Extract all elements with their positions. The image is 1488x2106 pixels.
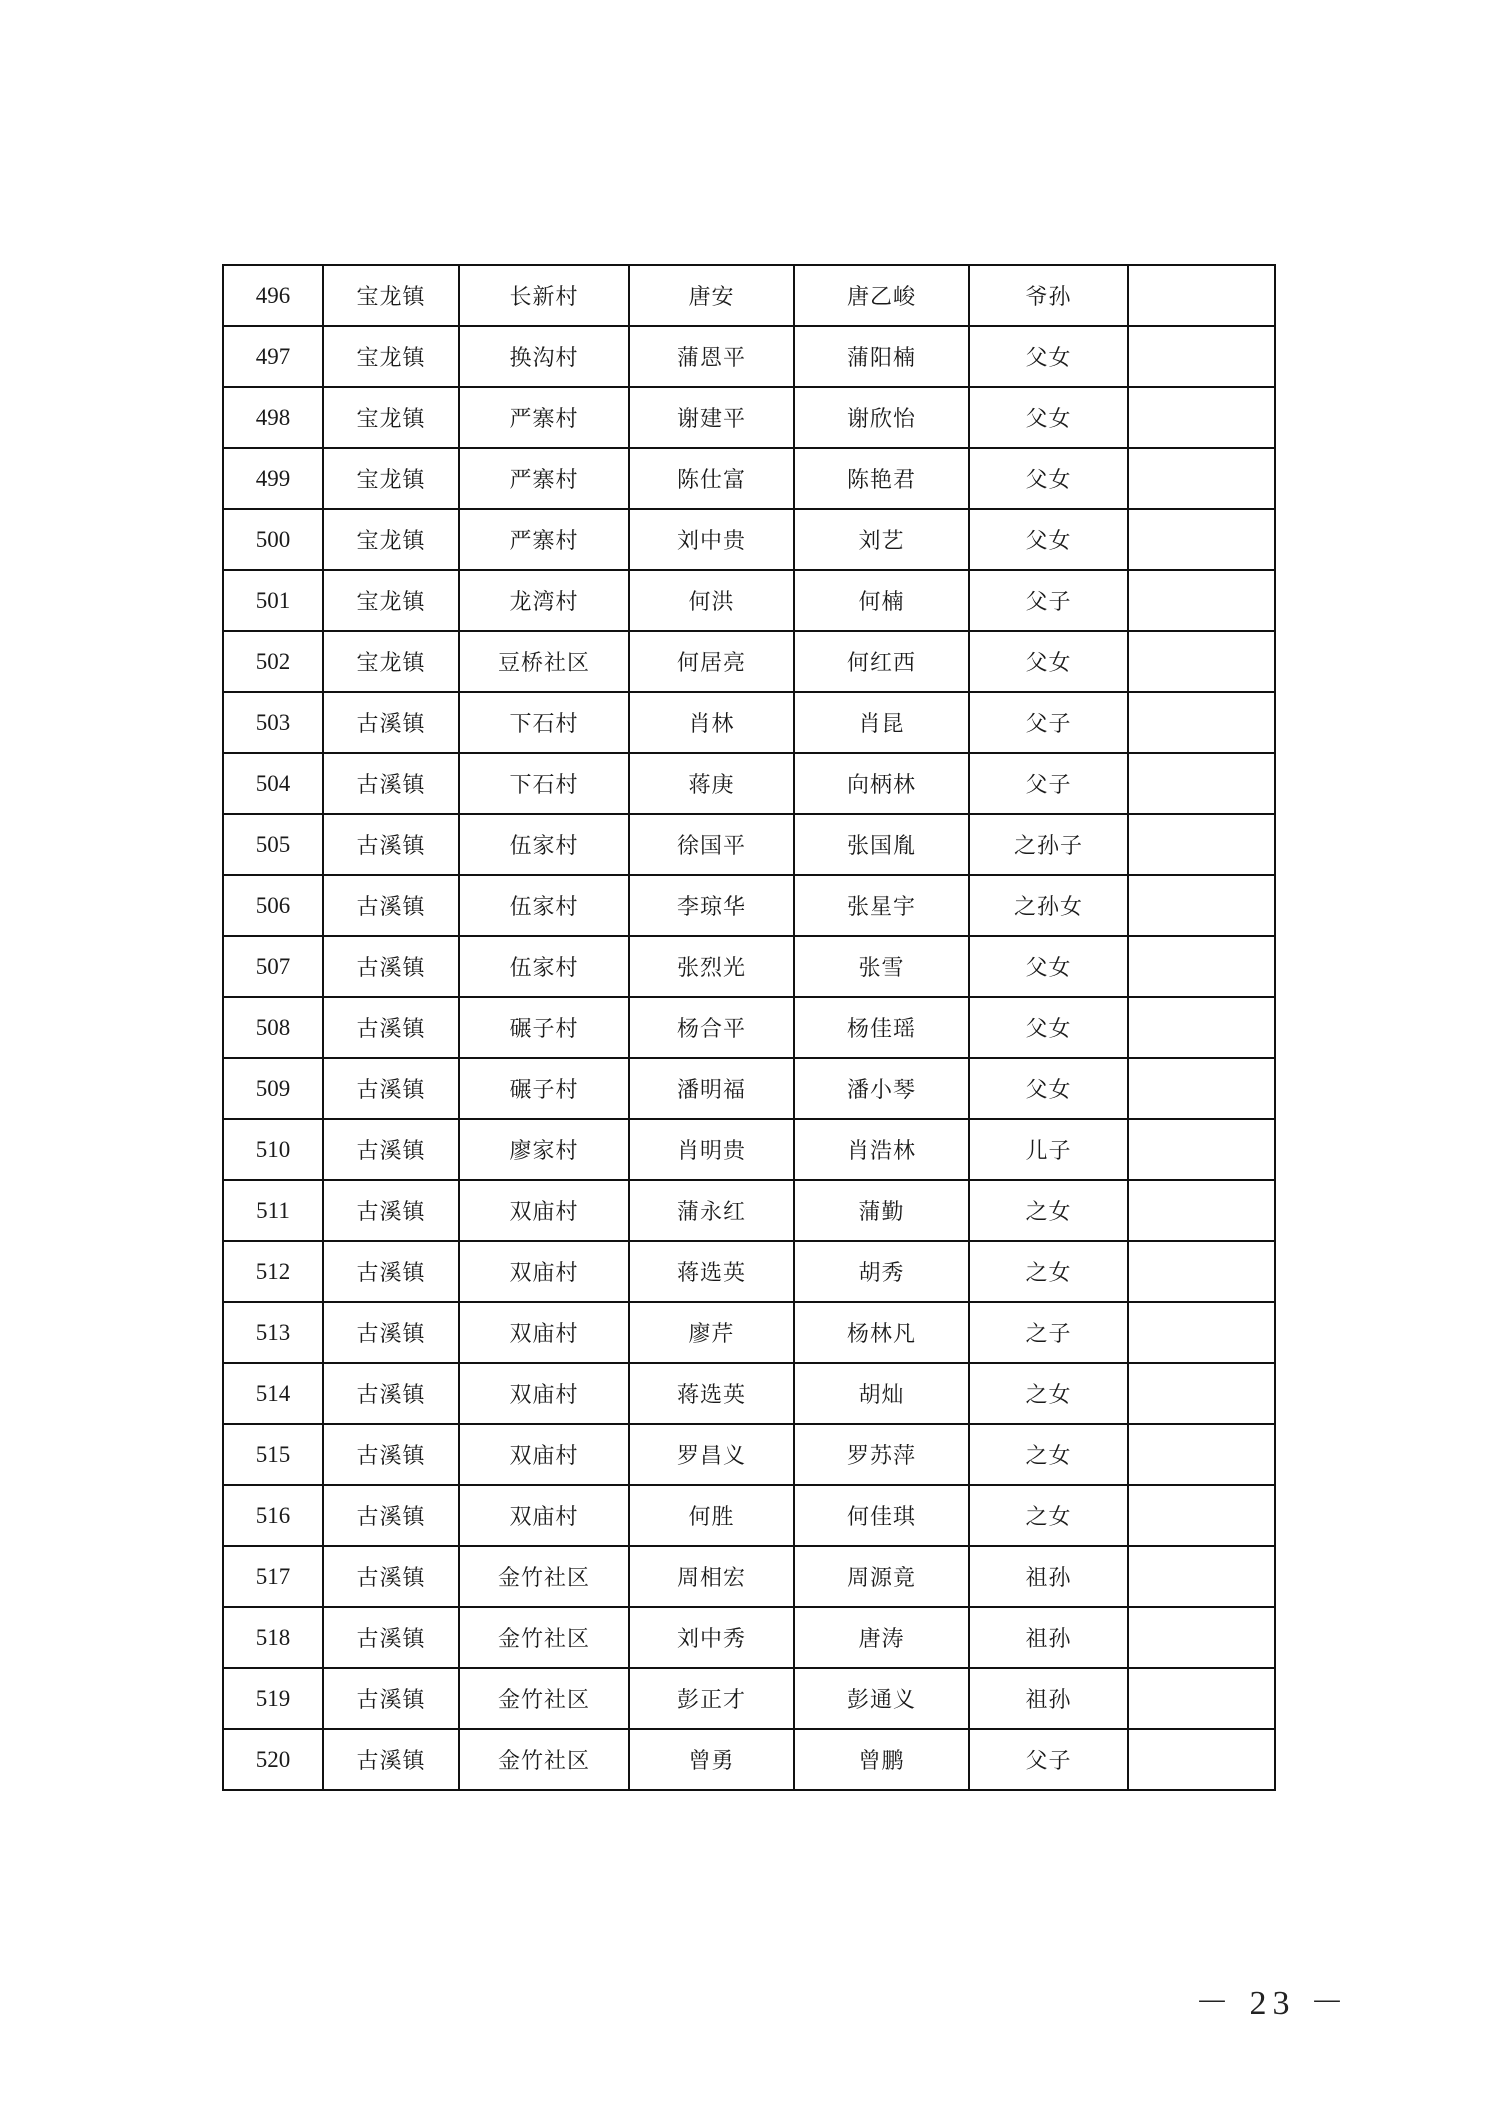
- cell-note: [1128, 387, 1275, 448]
- cell-number: 513: [223, 1302, 323, 1363]
- cell-number: 519: [223, 1668, 323, 1729]
- cell-name: 刘中贵: [629, 509, 794, 570]
- table-row: [223, 265, 1275, 326]
- cell-note: [1128, 265, 1275, 326]
- cell-town: 宝龙镇: [323, 509, 459, 570]
- cell-name: 彭正才: [629, 1668, 794, 1729]
- cell-number: 500: [223, 509, 323, 570]
- cell-village: 豆桥社区: [459, 631, 629, 692]
- cell-town: 古溪镇: [323, 1241, 459, 1302]
- table-row: [223, 936, 1275, 997]
- cell-relation: 父女: [969, 387, 1128, 448]
- cell-relation: 父女: [969, 326, 1128, 387]
- cell-relation: 之子: [969, 1302, 1128, 1363]
- table-row: [223, 814, 1275, 875]
- cell-relation: 之女: [969, 1424, 1128, 1485]
- table-row: [223, 753, 1275, 814]
- cell-number: 504: [223, 753, 323, 814]
- cell-village: 金竹社区: [459, 1546, 629, 1607]
- cell-note: [1128, 570, 1275, 631]
- table-row: [223, 1241, 1275, 1302]
- cell-relative-name: 唐乙峻: [794, 265, 969, 326]
- cell-relative-name: 胡灿: [794, 1363, 969, 1424]
- cell-number: 520: [223, 1729, 323, 1790]
- cell-relation: 之女: [969, 1363, 1128, 1424]
- cell-note: [1128, 1485, 1275, 1546]
- cell-relation: 父女: [969, 448, 1128, 509]
- cell-name: 李琼华: [629, 875, 794, 936]
- cell-village: 双庙村: [459, 1363, 629, 1424]
- cell-village: 碾子村: [459, 1058, 629, 1119]
- table-row: [223, 1363, 1275, 1424]
- cell-relative-name: 张国胤: [794, 814, 969, 875]
- cell-name: 徐国平: [629, 814, 794, 875]
- cell-relation: 祖孙: [969, 1607, 1128, 1668]
- cell-name: 肖林: [629, 692, 794, 753]
- cell-relative-name: 肖浩林: [794, 1119, 969, 1180]
- cell-relative-name: 蒲阳楠: [794, 326, 969, 387]
- cell-village: 金竹社区: [459, 1668, 629, 1729]
- cell-note: [1128, 692, 1275, 753]
- roster-table: [222, 264, 1276, 1791]
- cell-name: 杨合平: [629, 997, 794, 1058]
- table-row: [223, 997, 1275, 1058]
- cell-relative-name: 周源竟: [794, 1546, 969, 1607]
- cell-relation: 父女: [969, 631, 1128, 692]
- cell-village: 金竹社区: [459, 1607, 629, 1668]
- table-row: [223, 875, 1275, 936]
- cell-town: 古溪镇: [323, 1729, 459, 1790]
- cell-relation: 之孙子: [969, 814, 1128, 875]
- cell-relation: 儿子: [969, 1119, 1128, 1180]
- cell-note: [1128, 1302, 1275, 1363]
- table-row: [223, 1424, 1275, 1485]
- cell-relative-name: 刘艺: [794, 509, 969, 570]
- cell-name: 曾勇: [629, 1729, 794, 1790]
- cell-relation: 父女: [969, 997, 1128, 1058]
- cell-note: [1128, 1607, 1275, 1668]
- cell-village: 双庙村: [459, 1302, 629, 1363]
- cell-town: 古溪镇: [323, 936, 459, 997]
- page-number-dash-left: －: [1195, 1985, 1235, 2022]
- cell-relative-name: 谢欣怡: [794, 387, 969, 448]
- cell-relation: 父女: [969, 509, 1128, 570]
- cell-note: [1128, 997, 1275, 1058]
- table-row: [223, 1119, 1275, 1180]
- cell-town: 古溪镇: [323, 814, 459, 875]
- cell-number: 499: [223, 448, 323, 509]
- page-number: [1195, 1975, 1350, 2024]
- cell-relative-name: 杨佳瑶: [794, 997, 969, 1058]
- cell-name: 何胜: [629, 1485, 794, 1546]
- cell-name: 刘中秀: [629, 1607, 794, 1668]
- cell-relative-name: 何楠: [794, 570, 969, 631]
- cell-number: 514: [223, 1363, 323, 1424]
- cell-note: [1128, 1058, 1275, 1119]
- cell-number: 515: [223, 1424, 323, 1485]
- cell-note: [1128, 1363, 1275, 1424]
- cell-town: 古溪镇: [323, 1119, 459, 1180]
- cell-note: [1128, 1729, 1275, 1790]
- table-row: [223, 1607, 1275, 1668]
- cell-village: 严寨村: [459, 387, 629, 448]
- cell-town: 古溪镇: [323, 1485, 459, 1546]
- cell-number: 506: [223, 875, 323, 936]
- cell-number: 517: [223, 1546, 323, 1607]
- cell-village: 金竹社区: [459, 1729, 629, 1790]
- table-row: [223, 570, 1275, 631]
- cell-town: 古溪镇: [323, 1424, 459, 1485]
- cell-name: 张烈光: [629, 936, 794, 997]
- cell-village: 双庙村: [459, 1180, 629, 1241]
- cell-number: 498: [223, 387, 323, 448]
- cell-village: 换沟村: [459, 326, 629, 387]
- table-row: [223, 1180, 1275, 1241]
- cell-town: 宝龙镇: [323, 570, 459, 631]
- table-row: [223, 1485, 1275, 1546]
- cell-town: 宝龙镇: [323, 631, 459, 692]
- cell-note: [1128, 1119, 1275, 1180]
- cell-relation: 祖孙: [969, 1668, 1128, 1729]
- cell-village: 伍家村: [459, 814, 629, 875]
- cell-relative-name: 曾鹏: [794, 1729, 969, 1790]
- cell-relative-name: 陈艳君: [794, 448, 969, 509]
- cell-number: 518: [223, 1607, 323, 1668]
- cell-relative-name: 张星宇: [794, 875, 969, 936]
- cell-relation: 之女: [969, 1485, 1128, 1546]
- cell-note: [1128, 1668, 1275, 1729]
- cell-village: 伍家村: [459, 936, 629, 997]
- table-row: [223, 1668, 1275, 1729]
- table-row: [223, 509, 1275, 570]
- cell-town: 古溪镇: [323, 1668, 459, 1729]
- cell-relative-name: 肖昆: [794, 692, 969, 753]
- cell-town: 古溪镇: [323, 1180, 459, 1241]
- cell-note: [1128, 753, 1275, 814]
- table-row: [223, 631, 1275, 692]
- cell-number: 505: [223, 814, 323, 875]
- cell-name: 蒲永红: [629, 1180, 794, 1241]
- cell-town: 古溪镇: [323, 753, 459, 814]
- cell-note: [1128, 1180, 1275, 1241]
- cell-name: 唐安: [629, 265, 794, 326]
- cell-number: 508: [223, 997, 323, 1058]
- table-row: [223, 1546, 1275, 1607]
- cell-name: 潘明福: [629, 1058, 794, 1119]
- cell-name: 何洪: [629, 570, 794, 631]
- cell-relation: 之孙女: [969, 875, 1128, 936]
- cell-village: 严寨村: [459, 509, 629, 570]
- cell-town: 宝龙镇: [323, 387, 459, 448]
- cell-village: 碾子村: [459, 997, 629, 1058]
- cell-village: 双庙村: [459, 1485, 629, 1546]
- cell-number: 510: [223, 1119, 323, 1180]
- cell-relation: 祖孙: [969, 1546, 1128, 1607]
- cell-relative-name: 潘小琴: [794, 1058, 969, 1119]
- cell-relation: 之女: [969, 1241, 1128, 1302]
- cell-village: 下石村: [459, 692, 629, 753]
- cell-name: 罗昌义: [629, 1424, 794, 1485]
- cell-relative-name: 何佳琪: [794, 1485, 969, 1546]
- table-row: [223, 326, 1275, 387]
- cell-note: [1128, 448, 1275, 509]
- cell-relation: 父女: [969, 936, 1128, 997]
- cell-town: 宝龙镇: [323, 326, 459, 387]
- table-row: [223, 1302, 1275, 1363]
- cell-town: 古溪镇: [323, 1363, 459, 1424]
- cell-relative-name: 罗苏萍: [794, 1424, 969, 1485]
- cell-number: 507: [223, 936, 323, 997]
- cell-name: 谢建平: [629, 387, 794, 448]
- cell-name: 周相宏: [629, 1546, 794, 1607]
- cell-note: [1128, 631, 1275, 692]
- cell-note: [1128, 936, 1275, 997]
- cell-town: 宝龙镇: [323, 448, 459, 509]
- cell-village: 双庙村: [459, 1241, 629, 1302]
- page-number-value: 23: [1249, 1985, 1296, 2022]
- cell-name: 蒋庚: [629, 753, 794, 814]
- cell-relative-name: 杨林凡: [794, 1302, 969, 1363]
- cell-name: 蒲恩平: [629, 326, 794, 387]
- cell-note: [1128, 875, 1275, 936]
- cell-village: 伍家村: [459, 875, 629, 936]
- cell-note: [1128, 326, 1275, 387]
- cell-village: 长新村: [459, 265, 629, 326]
- cell-town: 古溪镇: [323, 875, 459, 936]
- cell-relation: 父女: [969, 1058, 1128, 1119]
- cell-village: 廖家村: [459, 1119, 629, 1180]
- page-number-dash-right: －: [1310, 1985, 1350, 2022]
- cell-number: 509: [223, 1058, 323, 1119]
- cell-number: 501: [223, 570, 323, 631]
- cell-town: 古溪镇: [323, 1058, 459, 1119]
- cell-relation: 父子: [969, 753, 1128, 814]
- cell-name: 陈仕富: [629, 448, 794, 509]
- table-row: [223, 448, 1275, 509]
- cell-relation: 爷孙: [969, 265, 1128, 326]
- cell-number: 497: [223, 326, 323, 387]
- table-row: [223, 1729, 1275, 1790]
- cell-town: 古溪镇: [323, 997, 459, 1058]
- cell-town: 古溪镇: [323, 1546, 459, 1607]
- cell-note: [1128, 814, 1275, 875]
- cell-village: 下石村: [459, 753, 629, 814]
- cell-name: 蒋选英: [629, 1241, 794, 1302]
- cell-relative-name: 彭通义: [794, 1668, 969, 1729]
- cell-relative-name: 何红西: [794, 631, 969, 692]
- cell-town: 古溪镇: [323, 1302, 459, 1363]
- cell-number: 511: [223, 1180, 323, 1241]
- cell-note: [1128, 1241, 1275, 1302]
- cell-number: 503: [223, 692, 323, 753]
- table-row: [223, 1058, 1275, 1119]
- cell-relative-name: 蒲勤: [794, 1180, 969, 1241]
- cell-note: [1128, 509, 1275, 570]
- cell-village: 双庙村: [459, 1424, 629, 1485]
- cell-relative-name: 胡秀: [794, 1241, 969, 1302]
- table-row: [223, 387, 1275, 448]
- cell-town: 宝龙镇: [323, 265, 459, 326]
- cell-note: [1128, 1424, 1275, 1485]
- cell-relative-name: 张雪: [794, 936, 969, 997]
- cell-name: 廖芹: [629, 1302, 794, 1363]
- cell-town: 古溪镇: [323, 692, 459, 753]
- cell-number: 516: [223, 1485, 323, 1546]
- cell-name: 蒋选英: [629, 1363, 794, 1424]
- cell-number: 496: [223, 265, 323, 326]
- cell-relative-name: 向柄林: [794, 753, 969, 814]
- cell-village: 严寨村: [459, 448, 629, 509]
- roster-body: [223, 265, 1275, 1790]
- cell-name: 何居亮: [629, 631, 794, 692]
- table-row: [223, 692, 1275, 753]
- cell-village: 龙湾村: [459, 570, 629, 631]
- cell-town: 古溪镇: [323, 1607, 459, 1668]
- cell-relation: 父子: [969, 1729, 1128, 1790]
- cell-relation: 之女: [969, 1180, 1128, 1241]
- cell-relation: 父子: [969, 570, 1128, 631]
- cell-name: 肖明贵: [629, 1119, 794, 1180]
- cell-note: [1128, 1546, 1275, 1607]
- cell-relation: 父子: [969, 692, 1128, 753]
- cell-number: 512: [223, 1241, 323, 1302]
- cell-relative-name: 唐涛: [794, 1607, 969, 1668]
- cell-number: 502: [223, 631, 323, 692]
